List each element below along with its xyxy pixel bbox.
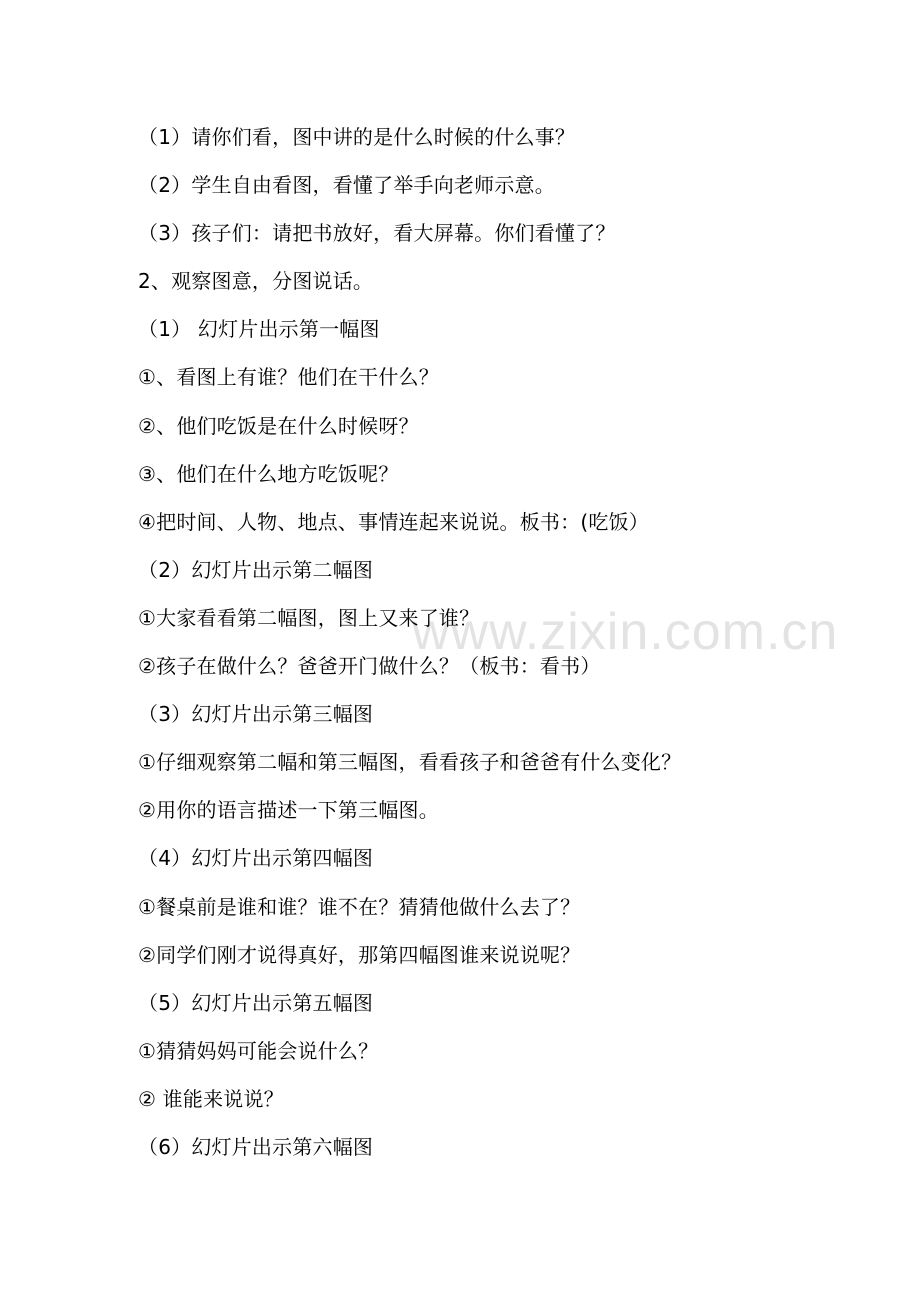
question-line: ②、他们吃饭是在什么时候呀？ bbox=[138, 413, 419, 438]
instruction-line: ④把时间、人物、地点、事情连起来说说。板书：(吃饭） bbox=[138, 509, 649, 534]
section-heading: 2、观察图意，分图说话。 bbox=[138, 269, 374, 294]
question-line: （1）请你们看，图中讲的是什么时候的什么事？ bbox=[138, 125, 576, 149]
slide-heading: （2）幻灯片出示第二幅图 bbox=[138, 557, 374, 582]
question-line: ①猜猜妈妈可能会说什么？ bbox=[138, 1038, 379, 1063]
watermark: www.zixin.com.cn bbox=[412, 603, 839, 661]
slide-heading: （6）幻灯片出示第六幅图 bbox=[138, 1134, 374, 1159]
question-line: ②孩子在做什么？爸爸开门做什么？（板书：看书） bbox=[138, 654, 601, 679]
question-line: ①大家看看第二幅图，图上又来了谁？ bbox=[138, 605, 480, 630]
slide-heading: （5）幻灯片出示第五幅图 bbox=[138, 990, 374, 1015]
slide-heading: （3）幻灯片出示第三幅图 bbox=[138, 702, 374, 727]
question-line: ①仔细观察第二幅和第三幅图，看看孩子和爸爸有什么变化？ bbox=[138, 750, 682, 775]
question-line: ③、他们在什么地方吃饭呢？ bbox=[138, 461, 399, 486]
question-line: ①餐桌前是谁和谁？谁不在？猜猜他做什么去了？ bbox=[138, 894, 581, 919]
question-line: ②同学们刚才说得真好，那第四幅图谁来说说呢？ bbox=[138, 942, 581, 967]
question-line: ①、看图上有谁？他们在干什么？ bbox=[138, 365, 439, 390]
instruction-line: ②用你的语言描述一下第三幅图。 bbox=[138, 798, 439, 823]
instruction-line: （3）孩子们：请把书放好，看大屏幕。你们看懂了？ bbox=[138, 221, 616, 246]
slide-heading: （1） 幻灯片出示第一幅图 bbox=[138, 317, 380, 342]
instruction-line: （2）学生自由看图，看懂了举手向老师示意。 bbox=[138, 173, 555, 198]
document-body bbox=[138, 118, 838, 1176]
question-line: ② 谁能来说说？ bbox=[138, 1086, 284, 1111]
slide-heading: （4）幻灯片出示第四幅图 bbox=[138, 846, 374, 871]
